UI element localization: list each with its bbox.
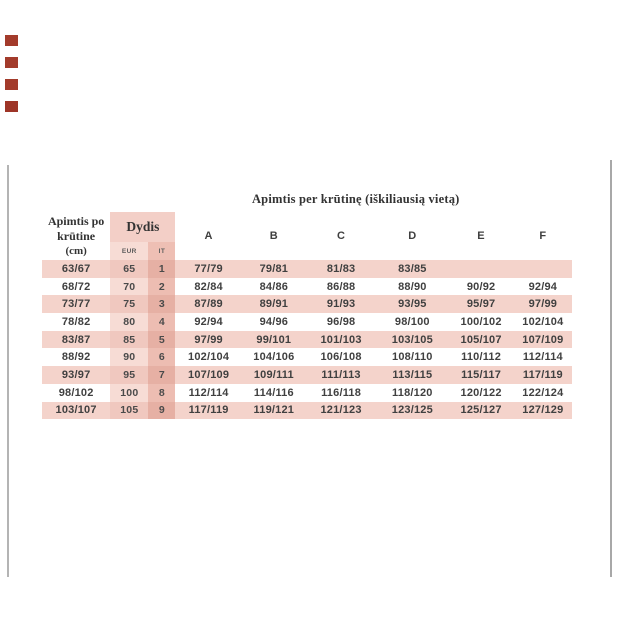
table-row [42, 366, 572, 384]
cell-cup-D: 113/115 [392, 368, 433, 381]
cell-cup-A: 102/104 [188, 351, 230, 364]
underbust-header [42, 212, 110, 260]
cell-cup-E: 115/117 [461, 368, 502, 381]
cell-eur-size: 75 [110, 295, 148, 313]
cell-cup-B: 109/111 [253, 368, 294, 381]
cell-underbust: 103/107 [55, 404, 97, 417]
page-border-right [610, 160, 612, 577]
cell-it-size: 2 [148, 278, 175, 296]
cell-it-size: 5 [148, 331, 175, 349]
cell-it-size: 9 [148, 402, 175, 420]
cell-eur-size: 85 [110, 331, 148, 349]
cup-column-C: C [336, 230, 346, 242]
cell-cup-E: 100/102 [460, 315, 502, 328]
size-chart-table [42, 186, 572, 419]
cell-cup-F: 97/99 [528, 298, 558, 311]
size-table-body [42, 260, 572, 419]
cell-underbust: 68/72 [61, 280, 91, 293]
cell-cup-A: 112/114 [188, 386, 229, 399]
cell-underbust: 78/82 [61, 315, 91, 328]
cup-column-D: D [408, 230, 417, 242]
cell-cup-D: 98/100 [394, 315, 430, 328]
cup-column-F: F [539, 230, 547, 242]
cell-cup-C: 101/103 [320, 333, 362, 346]
cell-cup-B: 119/121 [253, 404, 295, 417]
cell-cup-C: 91/93 [326, 298, 356, 311]
cell-cup-C: 121/123 [320, 404, 362, 417]
table-row [42, 348, 572, 366]
cup-column-B: B [269, 230, 278, 242]
cell-cup-D: 88/90 [398, 280, 427, 293]
cell-cup-D: 108/110 [392, 351, 433, 364]
cell-cup-F: 107/109 [522, 333, 564, 346]
cell-cup-C: 81/83 [326, 262, 356, 275]
cell-underbust: 88/92 [61, 351, 91, 364]
cell-cup-A: 97/99 [194, 333, 223, 346]
cell-cup-A: 92/94 [194, 315, 223, 328]
cell-it-size: 1 [148, 260, 175, 278]
cell-cup-C: 111/113 [321, 368, 361, 381]
cell-cup-E: 90/92 [466, 280, 496, 293]
cell-cup-D: 118/120 [392, 386, 433, 399]
cell-cup-A: 82/84 [194, 280, 223, 293]
cell-cup-D: 123/125 [391, 404, 433, 417]
cell-cup-F: 117/119 [522, 368, 563, 381]
bust-header-row [42, 186, 572, 212]
eur-size-label: EUR [110, 242, 148, 260]
cell-cup-F: 112/114 [522, 351, 563, 364]
cell-eur-size: 70 [110, 278, 148, 296]
cell-cup-B: 104/106 [253, 351, 295, 364]
cell-eur-size: 80 [110, 313, 148, 331]
cell-it-size: 6 [148, 348, 175, 366]
cell-cup-C: 116/118 [321, 386, 362, 399]
table-row [42, 331, 572, 349]
cell-eur-size: 90 [110, 348, 148, 366]
table-row [42, 402, 572, 420]
column-header-row [42, 212, 572, 242]
cell-eur-size: 100 [110, 384, 148, 402]
red-square-icon [5, 35, 18, 46]
table-row [42, 278, 572, 296]
cell-cup-E: 105/107 [460, 333, 502, 346]
cell-cup-B: 94/96 [259, 315, 289, 328]
cell-cup-E: 110/112 [461, 351, 502, 364]
cell-it-size: 4 [148, 313, 175, 331]
cell-cup-A: 107/109 [188, 368, 230, 381]
cup-column-E: E [477, 230, 485, 242]
cell-underbust: 83/87 [61, 333, 91, 346]
cell-cup-B: 99/101 [256, 333, 292, 346]
table-row [42, 260, 572, 278]
size-header: Dydis [110, 212, 175, 242]
red-square-icon [5, 57, 18, 68]
cell-cup-A: 87/89 [194, 298, 223, 311]
cell-underbust: 93/97 [61, 368, 91, 381]
cell-cup-D: 83/85 [398, 262, 427, 275]
cell-cup-A: 117/119 [188, 404, 229, 417]
bust-circumference-header: Apimtis per krūtinę (iškiliausią vietą) [251, 191, 460, 206]
underbust-header-text: Apimtis po krūtine [47, 214, 105, 243]
cell-cup-E: 125/127 [460, 404, 502, 417]
cell-eur-size: 105 [110, 402, 148, 420]
it-size-label: IT [148, 242, 175, 260]
cell-cup-F [514, 260, 572, 278]
cell-cup-E: 95/97 [466, 298, 496, 311]
cell-cup-C: 106/108 [320, 351, 362, 364]
cell-cup-C: 86/88 [326, 280, 356, 293]
cell-it-size: 3 [148, 295, 175, 313]
cell-cup-B: 89/91 [259, 298, 289, 311]
cup-column-A: A [204, 230, 213, 242]
cell-underbust: 73/77 [61, 298, 91, 311]
cell-cup-F: 102/104 [522, 315, 564, 328]
cell-cup-B: 79/81 [259, 262, 289, 275]
cell-cup-E: 120/122 [460, 386, 502, 399]
blank-corner [42, 186, 175, 212]
cell-it-size: 8 [148, 384, 175, 402]
cell-underbust: 98/102 [58, 386, 94, 399]
cell-eur-size: 65 [110, 260, 148, 278]
cell-cup-A: 77/79 [194, 262, 223, 275]
cell-cup-B: 84/86 [259, 280, 289, 293]
cell-cup-E [448, 260, 513, 278]
cell-eur-size: 95 [110, 366, 148, 384]
table-row [42, 295, 572, 313]
cell-cup-F: 127/129 [522, 404, 564, 417]
cell-cup-D: 103/105 [391, 333, 433, 346]
cell-cup-C: 96/98 [326, 315, 356, 328]
cell-it-size: 7 [148, 366, 175, 384]
cell-cup-F: 92/94 [528, 280, 558, 293]
cell-cup-D: 93/95 [398, 298, 427, 311]
table-row [42, 384, 572, 402]
underbust-header-unit: (cm) [65, 244, 87, 257]
table-row [42, 313, 572, 331]
cell-cup-F: 122/124 [522, 386, 564, 399]
cell-underbust: 63/67 [61, 262, 91, 275]
red-square-icon [5, 101, 18, 112]
page-border-left [7, 165, 9, 577]
red-square-icon [5, 79, 18, 90]
cell-cup-B: 114/116 [253, 386, 294, 399]
